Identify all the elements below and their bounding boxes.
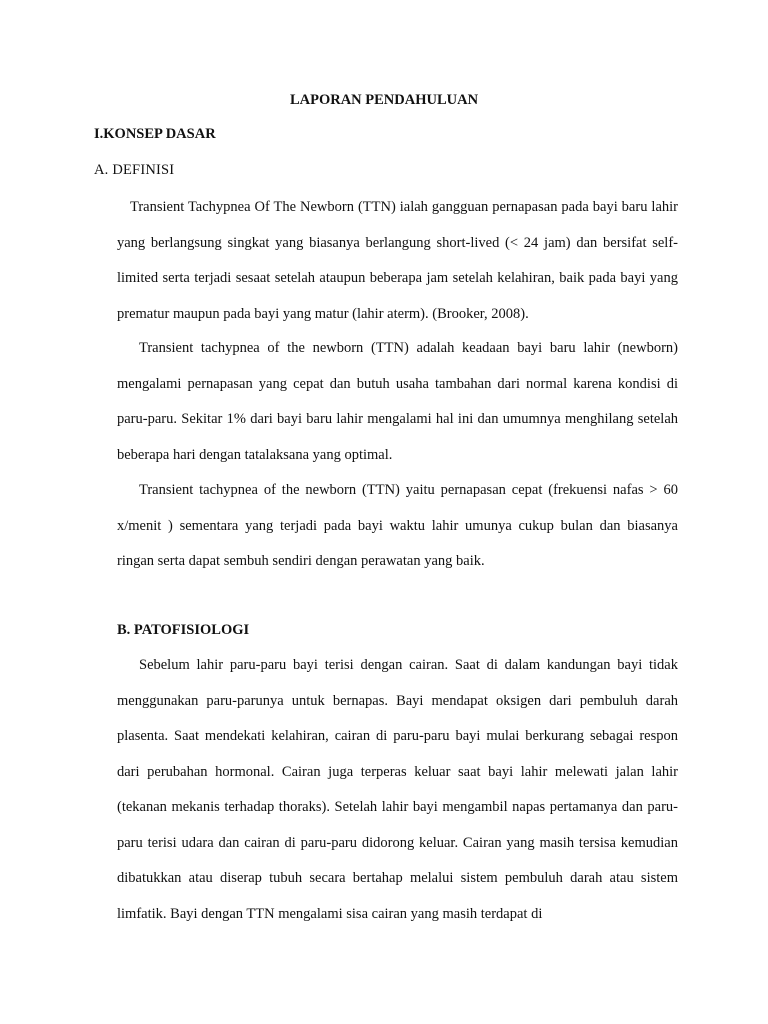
section-heading-konsep-dasar: I.KONSEP DASAR — [94, 126, 216, 142]
paragraph-definisi-1: Transient Tachypnea Of The Newborn (TTN) ialah gangguan pernapasan pada bayi baru lahir yang berlangsung singkat yang biasanya berlangung short-lived (< 24 jam) dan bersifat self-limited serta terjadi sesaat setelah ataupun beberapa jam setelah kelahiran, baik pada bayi yang prematur maupun pada bayi yang matur (lahir aterm). (Brooker, 2008). — [117, 199, 678, 322]
paragraph-patofisiologi-1: Sebelum lahir paru-paru bayi terisi dengan cairan. Saat di dalam kandungan bayi tidak menggunakan paru-parunya untuk bernapas. Bayi mendapat oksigen dari pembuluh darah plasenta. Saat mendekati kelahiran, cairan di paru-paru bayi mulai berkurang sebagai respon dari perubahan hormonal. Cairan juga terperas keluar saat bayi lahir melewati jalan lahir (tekanan mekanis terhadap thoraks). Setelah lahir bayi mengambil napas pertamanya dan paru-paru terisi udara dan cairan di paru-paru didorong keluar. Cairan yang masih tersisa kemudian dibatukkan atau diserap tubuh secara bertahap melalui sistem pembuluh darah atau sistem limfatik. Bayi dengan TTN mengalami sisa cairan yang masih terdapat di — [117, 657, 678, 922]
paragraph-definisi-2: Transient tachypnea of the newborn (TTN) adalah keadaan bayi baru lahir (newborn) mengalami pernapasan yang cepat dan butuh usaha tambahan dari normal karena kondisi di paru-paru. Sekitar 1% dari bayi baru lahir mengalami hal ini dan umumnya menghilang setelah beberapa hari dengan tatalaksana yang optimal. — [117, 340, 678, 463]
subsection-heading-patofisiologi: B. PATOFISIOLOGI — [117, 622, 250, 638]
paragraph-definisi-3: Transient tachypnea of the newborn (TTN) yaitu pernapasan cepat (frekuensi nafas > 60 x/menit ) sementara yang terjadi pada bayi waktu lahir umunya cukup bulan dan biasanya ringan serta dapat sembuh sendiri dengan perawatan yang baik. — [117, 482, 678, 569]
subsection-heading-definisi: A. DEFINISI — [94, 162, 175, 178]
document-title: LAPORAN PENDAHULUAN — [289, 92, 479, 108]
